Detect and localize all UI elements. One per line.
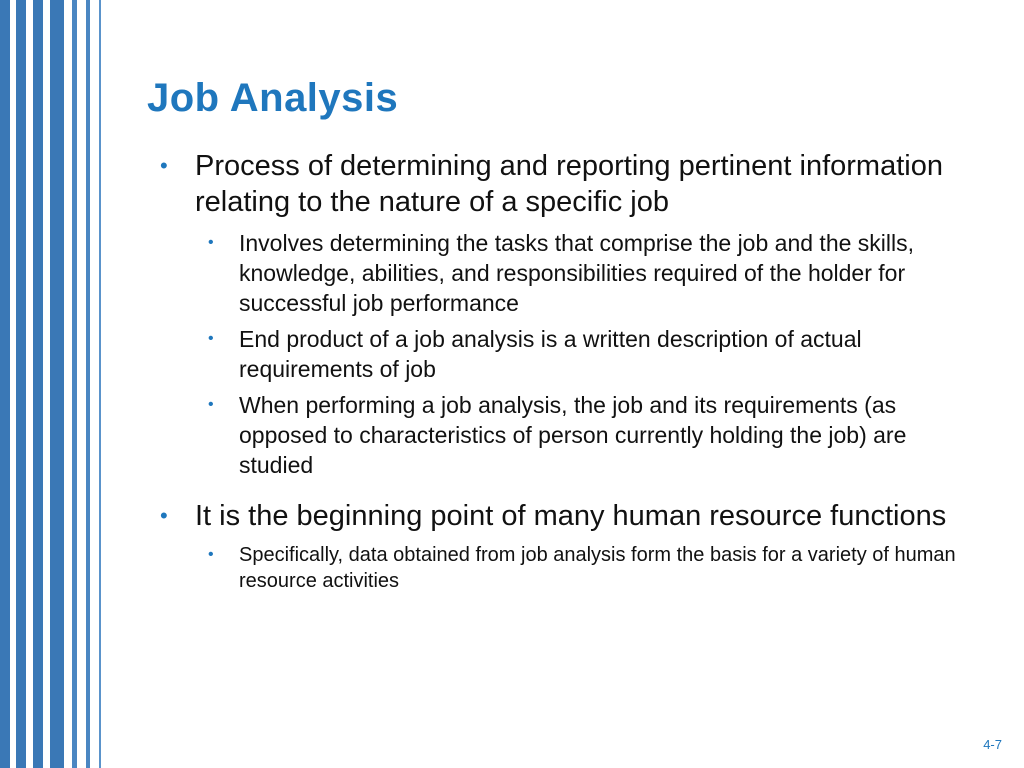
bullet-text: Involves determining the tasks that comprise the job and the skills, knowledge, abilities, and responsibilities required of the holder for successful job performance [239, 230, 915, 316]
bullet-icon: • [208, 330, 214, 347]
bullet-text: Specifically, data obtained from job analysis form the basis for a variety of human resource activities [239, 544, 956, 592]
stripe-bar [50, 0, 64, 768]
bullet-level1 [150, 148, 970, 220]
bullet-level2 [150, 228, 970, 318]
decorative-stripes [0, 0, 110, 768]
bullet-text: End product of a job analysis is a written description of actual requirements of job [239, 326, 862, 382]
stripe-bar [86, 0, 90, 768]
bullet-text: It is the beginning point of many human resource functions [195, 500, 947, 532]
bullet-level2 [150, 390, 970, 480]
bullet-icon: • [208, 234, 214, 251]
bullet-icon: • [160, 153, 168, 178]
stripe-bar [99, 0, 101, 768]
stripe-bar [16, 0, 26, 768]
stripe-bar [33, 0, 43, 768]
stripe-bar [0, 0, 10, 768]
bullet-level1 [150, 498, 970, 534]
bullet-level2 [150, 324, 970, 384]
slide-number: 4-7 [983, 737, 1002, 752]
bullet-icon: • [160, 503, 168, 528]
bullet-icon: • [208, 396, 214, 413]
bullet-level2 [150, 542, 970, 594]
bullet-icon: • [208, 546, 214, 563]
bullet-text: Process of determining and reporting pertinent information relating to the nature of a specific job [195, 150, 943, 218]
slide-content [150, 148, 970, 594]
stripe-bar [72, 0, 77, 768]
bullet-text: When performing a job analysis, the job and its requirements (as opposed to characteristics of person currently holding the job) are studied [239, 392, 907, 478]
slide-title: Job Analysis [147, 76, 399, 120]
